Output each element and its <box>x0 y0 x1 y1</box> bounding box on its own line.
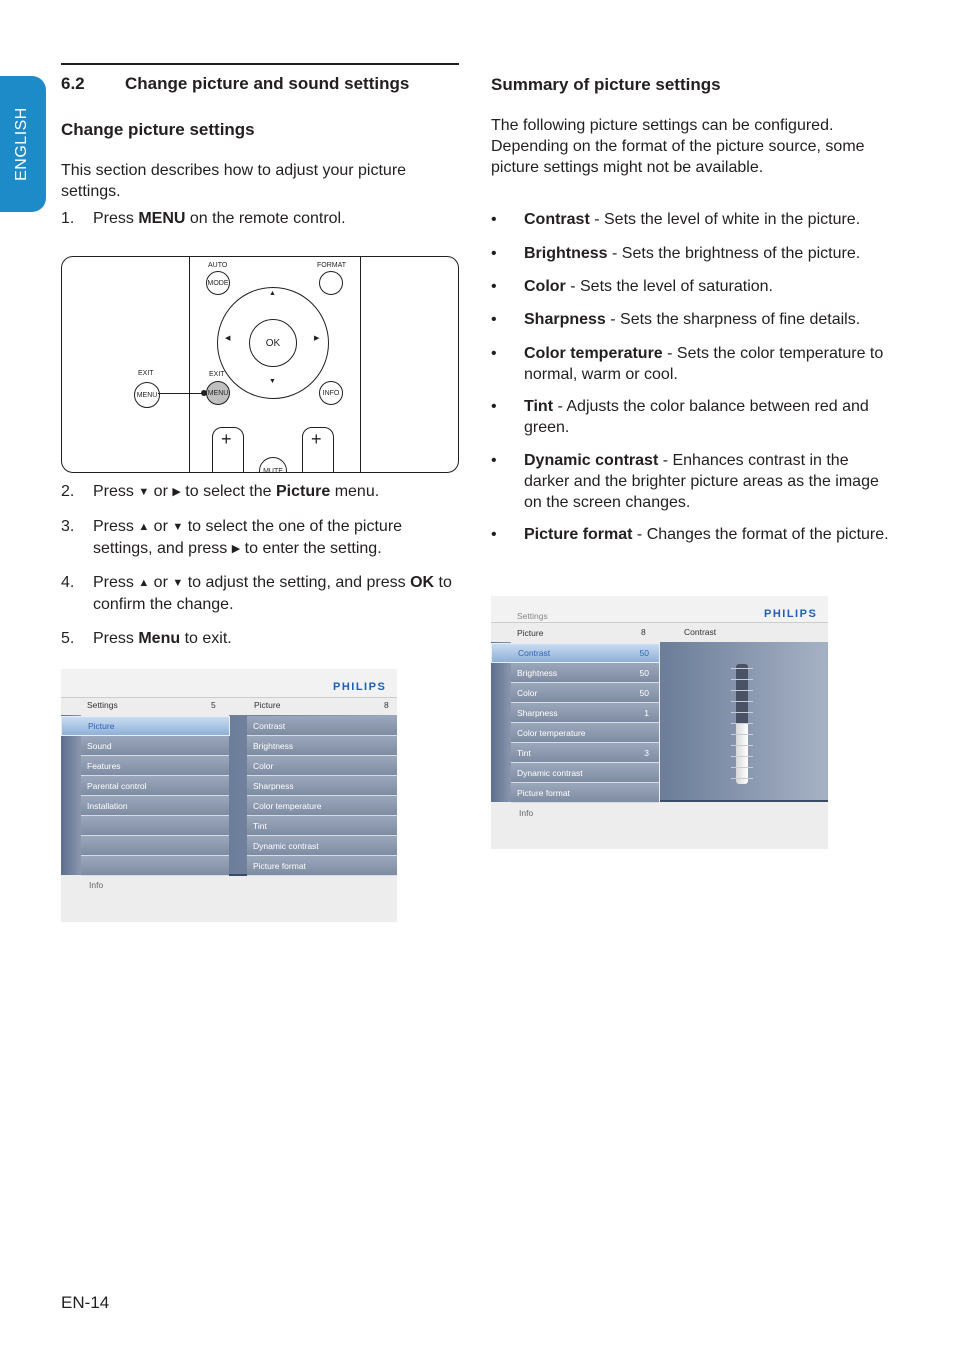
summary-desc: - Sets the color temperature to normal, warm or cool. <box>524 345 884 383</box>
menu-item[interactable] <box>81 736 229 756</box>
summary-desc: - Sets the level of saturation. <box>565 278 773 295</box>
down-arrow-icon: ▼ <box>269 378 276 385</box>
info-label: Info <box>89 880 104 890</box>
setting-label: Sharpness <box>517 707 558 718</box>
picture-header: Picture <box>254 700 281 710</box>
callout-line <box>158 393 204 394</box>
up-arrow-icon: ▲ <box>269 290 276 297</box>
submenu-item-label: Dynamic contrast <box>253 840 319 851</box>
picture-setting-item[interactable] <box>511 723 659 743</box>
setting-label: Dynamic contrast <box>517 767 583 778</box>
settings-menu-screenshot <box>61 669 397 922</box>
slider-tick <box>731 679 753 680</box>
down-arrow-icon: ▼ <box>172 521 184 533</box>
philips-logo: PHILIPS <box>764 608 818 620</box>
exit-label: EXIT <box>209 371 225 378</box>
bullet-icon: • <box>491 311 497 328</box>
format-button <box>319 271 343 295</box>
setting-value: 50 <box>639 687 649 698</box>
slider-tick <box>731 668 753 669</box>
slider-tick <box>731 690 753 691</box>
slider-tick <box>731 723 753 724</box>
page-number: EN-14 <box>61 1293 110 1312</box>
plus-icon: + <box>221 429 232 449</box>
menu-button: MENU <box>206 381 230 405</box>
summary-heading: Summary of picture settings <box>491 75 721 94</box>
picture-setting-selected[interactable] <box>491 643 660 663</box>
picture-setting-item[interactable] <box>511 683 659 703</box>
submenu-item[interactable] <box>247 856 397 876</box>
slider-tick <box>731 756 753 757</box>
submenu-item[interactable] <box>247 736 397 756</box>
slider-tick <box>731 745 753 746</box>
menu-item[interactable] <box>81 756 229 776</box>
setting-value: 50 <box>639 648 649 658</box>
language-tab <box>0 76 46 212</box>
section-rule <box>61 63 459 65</box>
left-arrow-icon: ◀ <box>225 335 231 342</box>
menu-item-label: Installation <box>87 800 128 811</box>
submenu-item-label: Sharpness <box>253 780 294 791</box>
menu-item[interactable] <box>81 776 229 796</box>
volume-button <box>212 427 244 473</box>
breadcrumb-settings: Settings <box>517 611 548 621</box>
bullet-icon: • <box>491 452 497 469</box>
setting-label: Contrast <box>518 648 551 658</box>
philips-logo: PHILIPS <box>333 681 387 693</box>
right-arrow-icon: ▶ <box>314 335 320 342</box>
slider-tick <box>731 712 753 713</box>
bullet-icon: • <box>491 245 497 262</box>
picture-setting-item[interactable] <box>511 763 659 783</box>
submenu-item[interactable] <box>247 816 397 836</box>
summary-desc: - Sets the level of white in the picture. <box>589 211 861 228</box>
bullet-icon: • <box>491 278 497 295</box>
menu-item[interactable] <box>81 836 229 856</box>
setting-value: 3 <box>644 747 649 758</box>
slider-tick <box>731 778 753 779</box>
setting-label: Picture format <box>517 787 570 798</box>
bullet-icon: • <box>491 345 497 362</box>
menu-item[interactable] <box>81 816 229 836</box>
menu-item[interactable] <box>81 796 229 816</box>
picture-setting-item[interactable] <box>511 663 659 683</box>
menu-button-callout: MENU <box>134 382 160 408</box>
summary-term: Dynamic contrast <box>524 452 659 469</box>
summary-desc: - Sets the sharpness of fine details. <box>605 311 861 328</box>
submenu-item-label: Picture format <box>253 860 306 871</box>
summary-desc: - Changes the format of the picture. <box>632 526 889 543</box>
subheading: Change picture settings <box>61 120 255 139</box>
contrast-menu-screenshot <box>491 596 828 849</box>
auto-label: AUTO <box>208 262 228 269</box>
summary-term: Picture format <box>524 526 633 543</box>
contrast-header: Contrast <box>684 627 717 637</box>
summary-desc: - Enhances contrast in the darker and the brighter picture areas as the image on the screen changes. <box>524 452 879 511</box>
remote-illustration <box>61 256 459 473</box>
slider-tick <box>731 701 753 702</box>
summary-item-text <box>524 209 896 230</box>
down-arrow-icon: ▼ <box>138 486 150 498</box>
exit-label-callout: EXIT <box>138 370 154 377</box>
settings-header: Settings <box>87 700 118 710</box>
format-label: FORMAT <box>317 262 347 269</box>
summary-item-text <box>524 450 896 513</box>
submenu-item[interactable] <box>247 776 397 796</box>
summary-item-text <box>524 343 896 385</box>
picture-count: 8 <box>384 700 389 710</box>
right-arrow-icon: ▶ <box>231 543 241 555</box>
submenu-item[interactable] <box>247 836 397 856</box>
menu-item-label: Picture <box>88 721 115 731</box>
submenu-item[interactable] <box>247 716 397 736</box>
ok-button: OK <box>249 319 297 367</box>
menu-item[interactable] <box>81 856 229 876</box>
picture-setting-item[interactable] <box>511 703 659 723</box>
summary-desc: - Adjusts the color balance between red and green. <box>524 398 869 436</box>
summary-item-text <box>524 276 896 297</box>
contrast-slider[interactable] <box>736 664 748 784</box>
summary-item-text <box>524 396 896 438</box>
menu-item-label: Parental control <box>87 780 147 791</box>
picture-setting-item[interactable] <box>511 743 659 763</box>
settings-count: 5 <box>211 700 216 710</box>
info-button: INFO <box>319 381 343 405</box>
section-number: 6.2 <box>61 74 85 93</box>
summary-term: Brightness <box>524 245 608 262</box>
submenu-item-label: Contrast <box>253 720 286 731</box>
summary-term: Contrast <box>524 211 590 228</box>
setting-label: Brightness <box>517 667 558 678</box>
down-arrow-icon: ▼ <box>172 577 184 589</box>
channel-button <box>302 427 334 473</box>
submenu-item-label: Color <box>253 760 274 771</box>
picture-setting-item[interactable] <box>511 783 659 803</box>
submenu-item[interactable] <box>247 796 397 816</box>
summary-term: Tint <box>524 398 554 415</box>
summary-item-text <box>524 309 896 330</box>
bullet-icon: • <box>491 398 497 415</box>
submenu-item-label: Color temperature <box>253 800 322 811</box>
menu-item-label: Features <box>87 760 121 771</box>
setting-value: 1 <box>644 707 649 718</box>
plus-icon: + <box>311 429 322 449</box>
summary-desc: - Sets the brightness of the picture. <box>607 245 861 262</box>
summary-item-text <box>524 524 896 545</box>
picture-count: 8 <box>641 627 646 637</box>
summary-intro: The following picture settings can be configured. Depending on the format of the picture source, some picture settings might not be available. <box>491 117 865 176</box>
summary-term: Color temperature <box>524 345 663 362</box>
right-arrow-icon: ▶ <box>172 486 181 498</box>
bullet-icon: • <box>491 211 497 228</box>
intro-text: This section describes how to adjust your picture settings. <box>61 162 407 200</box>
submenu-item-label: Tint <box>253 820 267 831</box>
up-arrow-icon: ▲ <box>138 577 150 589</box>
language-label: ENGLISH <box>13 107 30 181</box>
info-label: Info <box>519 808 534 818</box>
summary-term: Sharpness <box>524 311 606 328</box>
menu-item-label: Sound <box>87 740 112 751</box>
contrast-slider-fill <box>736 724 748 784</box>
summary-item-text <box>524 243 896 264</box>
menu-item-selected[interactable] <box>61 716 230 736</box>
slider-tick <box>731 767 753 768</box>
slider-tick <box>731 734 753 735</box>
section-title: Change picture and sound settings <box>125 74 410 93</box>
picture-header: Picture <box>517 628 544 638</box>
mute-button: MUTE <box>259 457 287 473</box>
setting-label: Color temperature <box>517 727 586 738</box>
mode-button: MODE <box>206 271 230 295</box>
bullet-icon: • <box>491 526 497 543</box>
up-arrow-icon: ▲ <box>138 521 150 533</box>
setting-value: 50 <box>639 667 649 678</box>
setting-label: Color <box>517 687 538 698</box>
submenu-item[interactable] <box>247 756 397 776</box>
setting-label: Tint <box>517 747 531 758</box>
summary-term: Color <box>524 278 566 295</box>
submenu-item-label: Brightness <box>253 740 294 751</box>
